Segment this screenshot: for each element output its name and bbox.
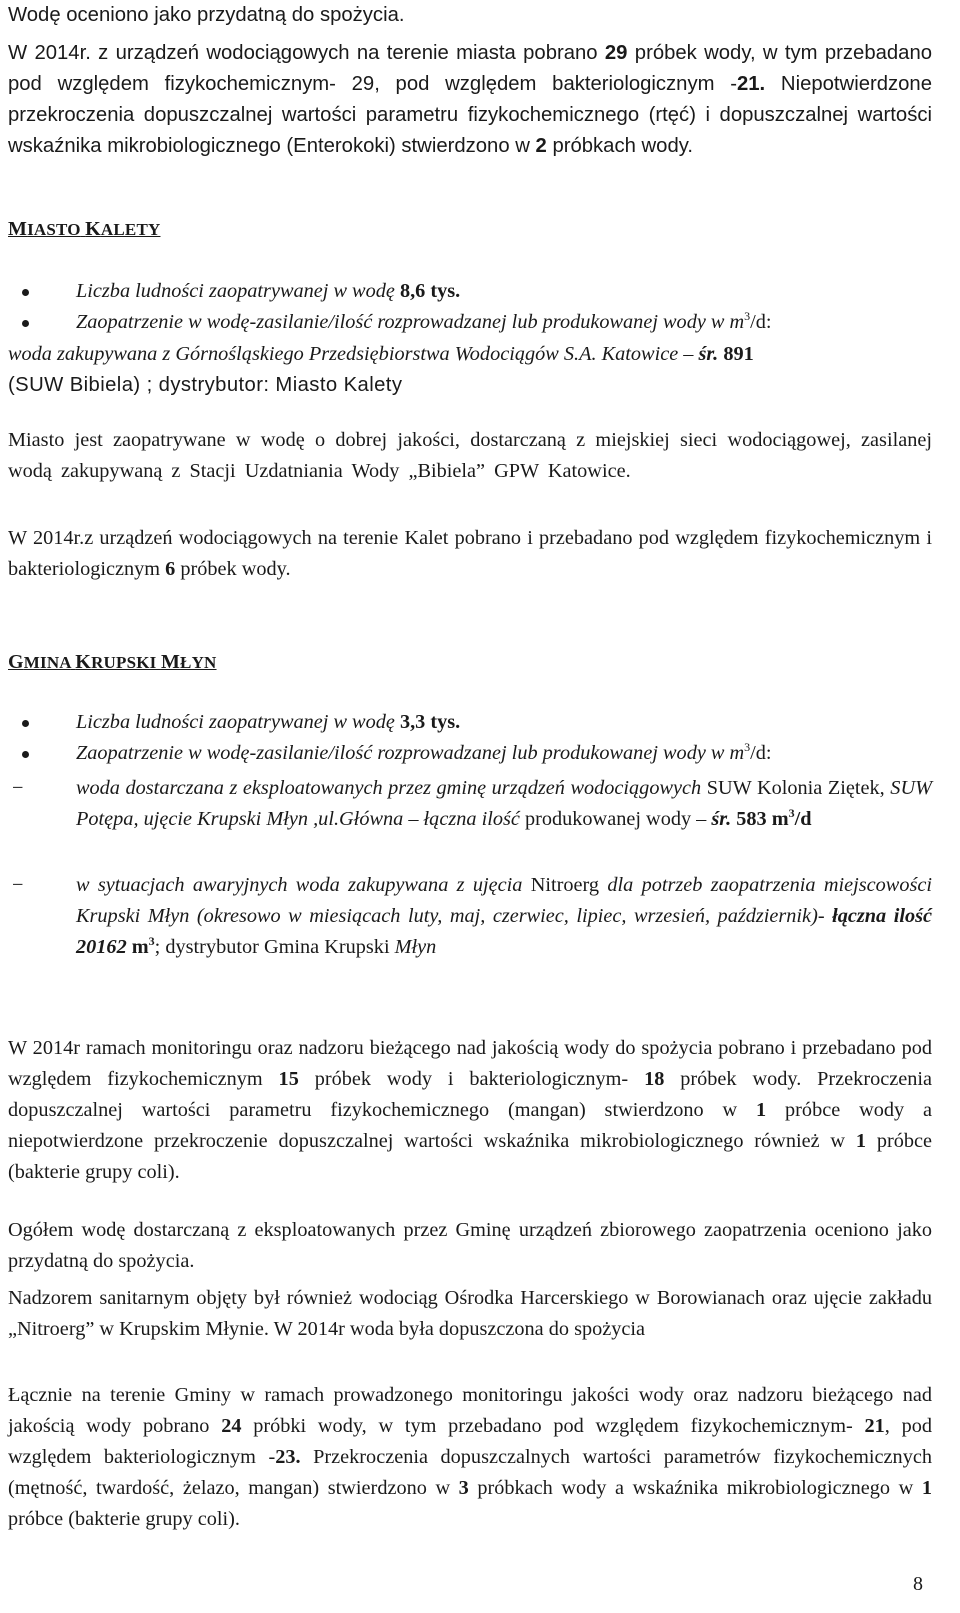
krupski-dash-item-1: − woda dostarczana z eksploatowanych przez gminę urządzeń wodociągowych SUW Kolonia Ziętek, SUW Potępa, ujęcie Krupski Młyn ,ul.Główna – łączna ilość produkowanej wody – śr. 583 $m^3/d$	[8, 773, 932, 835]
kalety-bullets	[8, 276, 932, 338]
dash-icon: −	[12, 874, 24, 896]
list-item: Zaopatrzenie w wodę-zasilanie/ilość rozprowadzanej lub produkowanej wody w $m^3/d$:	[8, 307, 932, 338]
list-item: Liczba ludności zaopatrywanej w wodę 8,6 tys.	[8, 276, 932, 307]
section-heading-kalety: MIASTO KALETY	[8, 218, 161, 240]
section-heading-krupski: GMINA KRUPSKI MŁYN	[8, 651, 217, 673]
page-number: 8	[913, 1573, 923, 1595]
list-item: Zaopatrzenie w wodę-zasilanie/ilość rozprowadzanej lub produkowanej wody w $m^3/d$:	[8, 738, 932, 769]
city-summary-paragraph: W 2014r. z urządzeń wodociągowych na terenie miasta pobrano 29 próbek wody, w tym przebadano pod względem fizykochemicznym- 29, pod względem bakteriologicznym -21. Niepotwierdzone przekroczenia dopuszczalnej wartości parametru fizykochemicznego (rtęć) i dopuszczalnej wartości wskaźnika mikrobiologicznego (Enterokoki) stwierdzono w 2 próbkach wody.	[8, 42, 933, 157]
bullet-icon	[22, 720, 29, 727]
kalety-supplier: (SUW Bibiela) ; dystrybutor: Miasto Kalety	[8, 374, 403, 396]
krupski-total-paragraph: Łącznie na terenie Gminy w ramach prowadzonego monitoringu jakości wody oraz nadzoru bieżącego nad jakością wody pobrano 24 próbki wody, w tym przebadano pod względem fizykochemicznym- 21, pod względem bakteriologicznym -23. Przekroczenia dopuszczalnych wartości parametrów fizykochemicznych (mętność, twardość, żelazo, mangan) stwierdzono w 3 próbkach wody a wskaźnika mikrobiologicznego w 1 próbce (bakterie grupy coli).	[8, 1384, 933, 1530]
krupski-supervision-paragraph: Nadzorem sanitarnym objęty był również wodociąg Ośrodka Harcerskiego w Borowianach oraz ujęcie zakładu „Nitroerg” w Krupskim Młynie. W 2014r woda była dopuszczona do spożycia	[8, 1287, 932, 1340]
kalety-samples-paragraph: W 2014r.z urządzeń wodociągowych na terenie Kalet pobrano i przebadano pod względem fizykochemicznym i bakteriologicznym 6 próbek wody.	[8, 527, 932, 580]
sample-count: 29	[604, 42, 628, 64]
bullet-icon	[22, 320, 29, 327]
bullet-icon	[22, 751, 29, 758]
krupski-dash-item-2: − w sytuacjach awaryjnych woda zakupywana z ujęcia Nitroerg dla potrzeb zaopatrzenia miejscowości Krupski Młyn (okresowo w miesiącach luty, maj, czerwiec, lipiec, wrzesień, październik)- łączna ilość 20162 $m^3$; dystrybutor Gmina Krupski Młyn	[8, 870, 932, 963]
krupski-monitoring-paragraph: W 2014r ramach monitoringu oraz nadzoru bieżącego nad jakością wody do spożycia pobrano i przebadano pod względem fizykochemicznym 15 próbek wody i bakteriologicznym- 18 próbek wody. Przekroczenia dopuszczalnej wartości parametru fizykochemicznego (mangan) stwierdzono w 1 próbce wody a niepotwierdzone przekroczenie dopuszczalnej wartości wskaźnika mikrobiologicznego również w 1 próbce (bakterie grupy coli).	[8, 1037, 933, 1183]
intro-line: Wodę oceniono jako przydatną do spożycia.	[8, 4, 405, 26]
dash-icon: −	[12, 777, 24, 799]
krupski-bullets	[8, 707, 932, 769]
kalety-supply: woda zakupywana z Górnośląskiego Przedsiębiorstwa Wodociągów S.A. Katowice – śr. 891	[8, 343, 754, 365]
krupski-overall-paragraph: Ogółem wodę dostarczaną z eksploatowanych przez Gminę urządzeń zbiorowego zaopatrzenia oceniono jako przydatną do spożycia.	[8, 1219, 932, 1272]
bullet-icon	[22, 289, 29, 296]
list-item: Liczba ludności zaopatrywanej w wodę 3,3 tys.	[8, 707, 932, 738]
kalety-quality-paragraph: Miasto jest zaopatrywane w wodę o dobrej jakości, dostarczaną z miejskiej sieci wodociągowej, zasilanej wodą zakupywaną z Stacji Uzdatniania Wody „Bibiela” GPW Katowice.	[8, 429, 932, 482]
